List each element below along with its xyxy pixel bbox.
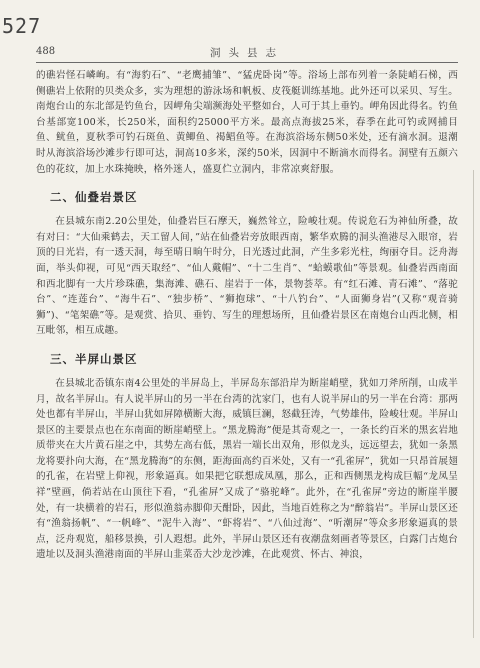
section-paragraph-banpingshan: 在县城北岙镇东南4公里处的半屏岛上，半屏岛东部沿岸为断崖峭壁，犹如刀斧所削，山成半月，故名半屏山。有人说半屏山的另一半在台湾的沈家门，也有人说半屏山的另一半在台湾：那两处也都有半屏山，半屏山犹如屏障横断大海，威镇巨澜，怒截狂涛，气势雄伟，险峻壮观。半屏山景区的主要景点也在东南面的断崖峭壁上。“黑龙腾海”便是其奇观之一，一条长约百米的黑玄岩地质带夹在大片黄石崖之中，其势左高右低，黑岩一端长出双角，形似龙头，远远望去，犹如一条黑龙将要扑向大海，在“黑龙腾海”的东侧，距海面高约百米处，又有一“孔雀屏”，犹如一只昂首展翅的孔雀，在岩壁上仰视，形象逼真。如果把它联想成凤凰，那么，正和西侧黑龙构成巨幅“龙凤呈祥”壁画，倘若站在山顶往下看，“孔雀屏”又成了“骆驼峰”。此外，在“孔雀屏”旁边的断崖半腰处，有一块横着的岩石，形似渔翁赤脚仰天酣卧，因此，当地百姓称之为“醉翁岩”。半屏山景区还有“渔翁扬帆”、“一帆峰”、“泥牛入海”、“虾将岩”、“八仙过海”、“听潮屏”等众多形象逼真的景点，泛舟观览，船移景换，引人遐想。此外，半屏山景区还有夜潮盘刻画者等景区，白露门古炮台遗址以及洞头渔港南面的半屏山韭菜岙大沙龙沙滩，在此观赏、怀古、神浪， <box>36 377 458 561</box>
page-number: 488 <box>36 46 56 57</box>
section-paragraph-xiandieyan: 在县城东南2.20公里处，仙叠岩巨石摩天，巍然耸立，险峻壮观。传说危石为神仙所叠，故有对曰：“大仙乘鹤去，天工留人间，”站在仙叠岩旁放眼西南，繁华欢腾的洞头渔港尽入眼帘，岩顶的日光岩，有一透天洞，每至晴日晌午时分，日光透过此洞，产生多彩光柱，绚丽夺目。泛舟海面，举头仰视，可见“西天取经”、“仙人戴帽”、“十二生肖”、“蛤蟆歌仙”等景观。仙叠岩西南面和西北脚有一大片珍珠礁，集海滩、礁石、崖岩于一体，景物荟萃。有“红石滩、青石滩”、“落驼台”、“连莲台”、“海牛石”、“独步桥”、“狮抱球”、“十八钓台”、“人面狮身岩”(又称“观音骑狮”)、“笔架礁”等。是观赏、拾贝、垂钓、写生的理想场所，且仙叠岩景区在南炮台山西北侧，相互毗邻，相互成趣。 <box>36 216 458 337</box>
running-title: 洞头县志 <box>210 47 284 59</box>
intro-paragraph: 的礁岩怪石嶙峋。有“海豹石”、“老鹰捕雏”、“猛虎卧岗”等。浴场上部布列着一条陡峭石梯，西侧礁岩上依附的贝类众多，实为理想的游泳场和帆板、皮筏艇训练基地。此外还可以采贝、写生。南炮台山的东北部是钓鱼台，因岬角尖端濒海处平整如台，人可于其上垂钓。岬角因此得名。钓鱼台基部宽100米，长250米，面积约25000平方米。最高点海拔25米，春季在此可钓或网捕目鱼、鱿鱼，夏秋季可钓石斑鱼、黄鲫鱼、褐鲳鱼等。在海滨浴场东侧50米处，还有滴水洞。退潮时从海滨浴场沙滩步行即可达，洞高10多米，深约50米，因洞中不断滴水而得名。洞壁有五颜六色的花纹，加上水珠掩映，格外迷人，盛夏伫立洞内，非常凉爽舒服。 <box>36 70 458 175</box>
section-heading-banpingshan: 三、半屏山景区 <box>50 351 138 366</box>
corner-page-number: 527 <box>2 14 42 38</box>
section-heading-xiandieyan: 二、仙叠岩景区 <box>50 190 138 205</box>
page-body <box>36 68 458 563</box>
page-edge-line <box>473 170 474 638</box>
page-header <box>36 44 458 63</box>
